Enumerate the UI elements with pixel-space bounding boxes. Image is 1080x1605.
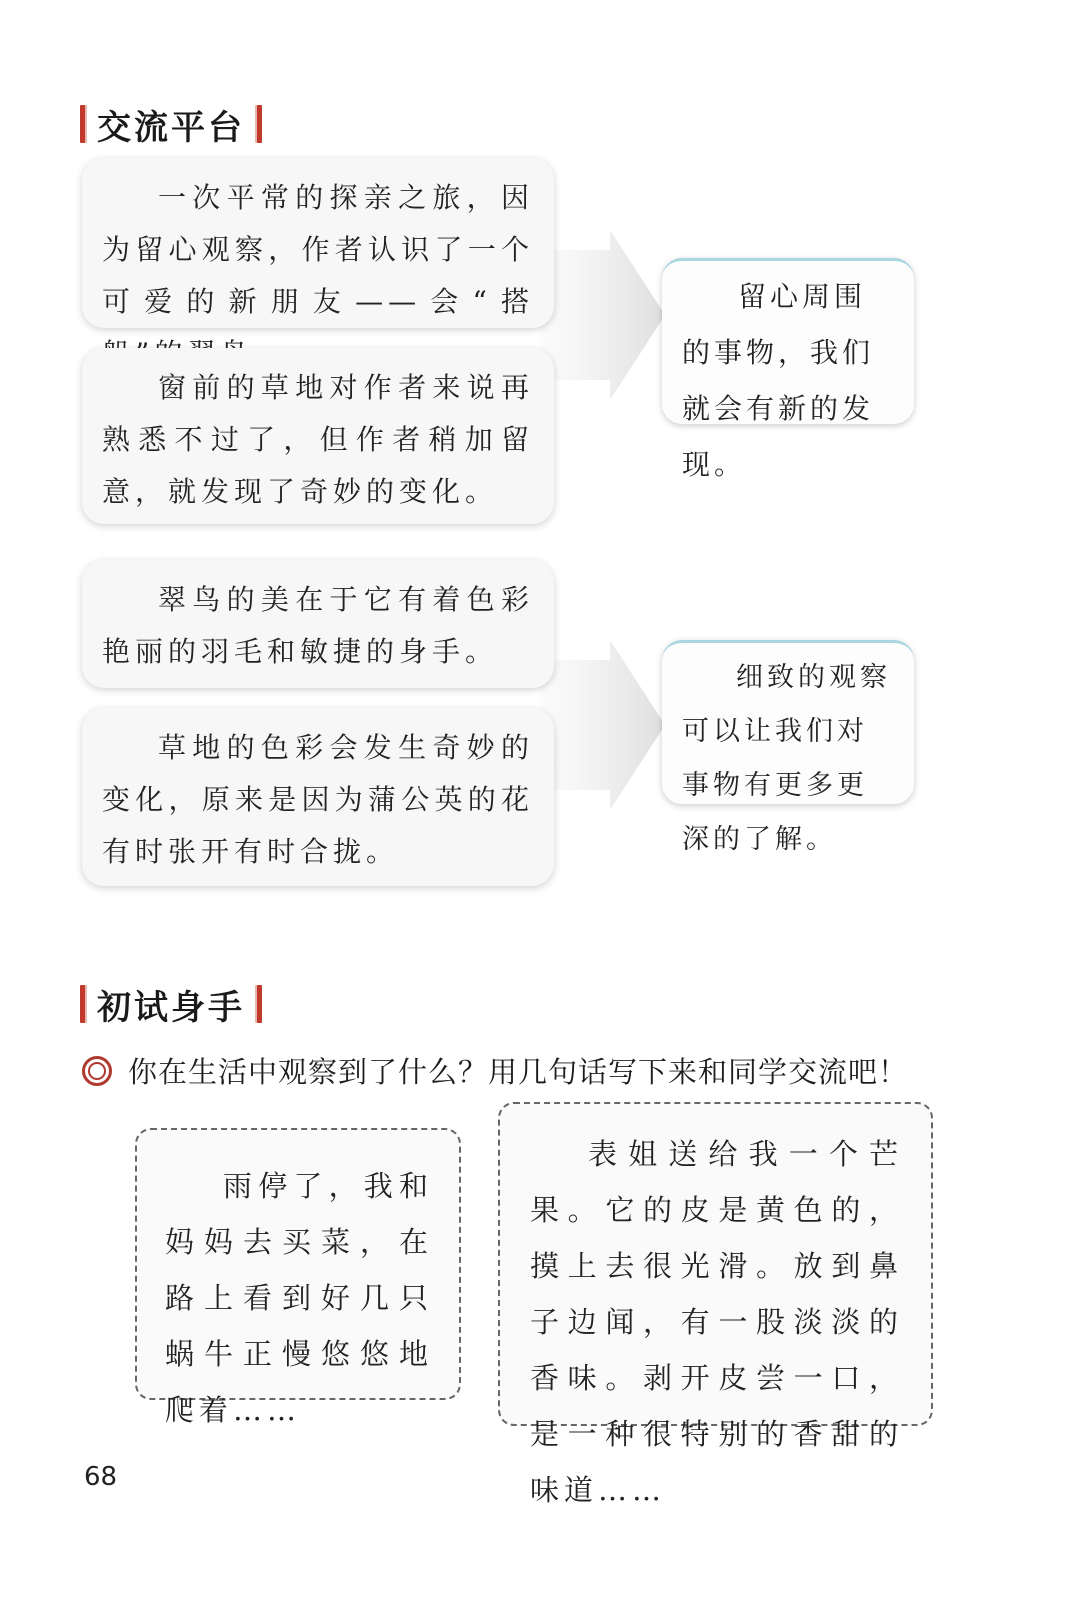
instruction <box>82 1050 908 1091</box>
heading-bar-left <box>80 985 85 1023</box>
activity-icon <box>82 1056 112 1086</box>
example-note <box>498 1102 933 1507</box>
arrow-right-icon <box>540 640 670 810</box>
summary-text: 细致的观察可以让我们对事物有更多更深的了解。 <box>682 662 891 855</box>
card-text: 草地的色彩会发生奇妙的变化，原来是因为蒲公英的花有时张开有时合拢。 <box>102 731 534 868</box>
page-number: 68 <box>84 1462 118 1492</box>
note-text: 雨停了，我和妈妈去买菜，在路上看到好几只蜗牛正慢悠悠地爬着…… <box>165 1169 433 1427</box>
discussion-card <box>82 348 554 524</box>
arrow-right-icon <box>540 230 670 400</box>
heading-bar-left <box>80 105 85 143</box>
instruction-text: 你在生活中观察到了什么？用几句话写下来和同学交流吧！ <box>128 1055 909 1089</box>
card-text: 翠鸟的美在于它有着色彩艳丽的羽毛和敏捷的身手。 <box>102 583 534 668</box>
card-text: 窗前的草地对作者来说再熟悉不过了，但作者稍加留意，就发现了奇妙的变化。 <box>102 371 534 508</box>
discussion-card <box>82 158 554 328</box>
section-title: 交流平台 <box>97 107 245 148</box>
section-heading-jiaoliu <box>80 102 262 146</box>
note-text: 表姐送给我一个芒果。它的皮是黄色的，摸上去很光滑。放到鼻子边闻，有一股淡淡的香味。剥开皮尝一口，是一种很特别的香甜的味道…… <box>530 1137 903 1507</box>
summary-text: 留心周围的事物，我们就会有新的发现。 <box>682 280 875 481</box>
summary-card <box>662 640 914 855</box>
heading-bar-right <box>257 105 262 143</box>
discussion-card <box>82 560 554 688</box>
section-heading-chushi <box>80 982 262 1026</box>
heading-bar-right <box>257 985 262 1023</box>
discussion-card <box>82 708 554 886</box>
example-note <box>135 1128 461 1427</box>
summary-card <box>662 258 914 481</box>
card-text: 一次平常的探亲之旅，因为留心观察，作者认识了一个可爱的新朋友——会“搭 <box>102 181 534 318</box>
section-title: 初试身手 <box>97 987 245 1028</box>
